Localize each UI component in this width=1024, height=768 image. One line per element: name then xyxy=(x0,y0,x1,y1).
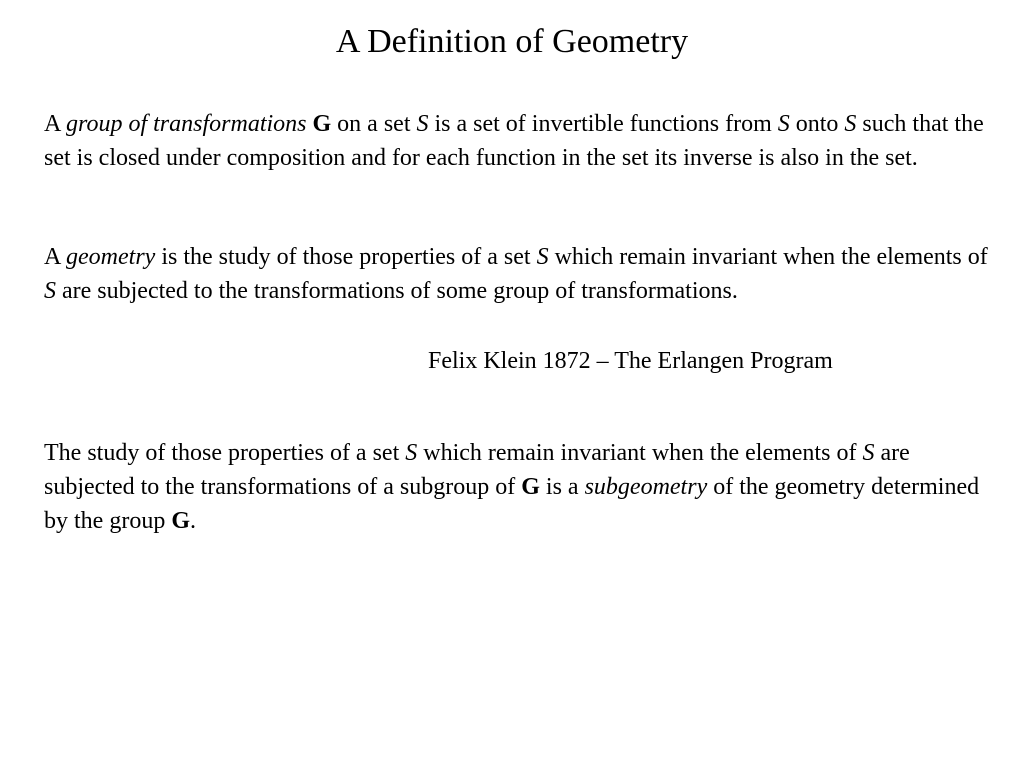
text-run: S xyxy=(44,278,56,304)
text-run: G xyxy=(171,508,190,534)
text-run: onto xyxy=(789,111,845,137)
text-run: are subjected to the transformations of a subgroup of xyxy=(44,440,910,500)
text-run: group of transformations xyxy=(66,111,307,137)
text-run: is a xyxy=(539,474,585,500)
slide-title: A Definition of Geometry xyxy=(335,23,689,60)
text-run: S xyxy=(777,111,790,137)
text-run: is a set of invertible functions from xyxy=(428,111,778,137)
text-run: is the study of those properties of a set xyxy=(155,244,537,270)
subgeometry-definition-paragraph xyxy=(44,436,994,538)
text-run: S xyxy=(844,111,857,137)
text-run: are subjected to the transformations of some group of transformations. xyxy=(56,278,738,304)
group-definition-paragraph xyxy=(44,107,994,175)
text-run: S xyxy=(405,440,418,466)
text-run: G xyxy=(312,111,332,137)
text-run: subgeometry xyxy=(584,474,708,500)
text-run: on a set xyxy=(331,111,417,137)
geometry-definition-paragraph xyxy=(44,240,994,308)
text-run: of the geometry determined by the group xyxy=(44,474,980,534)
text-run: S xyxy=(536,244,549,270)
attribution-text: Felix Klein 1872 – The Erlangen Program xyxy=(428,348,833,374)
text-run: G xyxy=(521,474,540,500)
text-run: which remain invariant when the elements of xyxy=(548,244,988,270)
text-run: such that the set is closed under composition and for each function in the set its inverse is also in the set. xyxy=(44,111,984,171)
text-run: A xyxy=(44,111,67,137)
text-run: S xyxy=(416,111,429,137)
text-run: S xyxy=(862,440,875,466)
text-run: The study of those properties of a set xyxy=(44,440,406,466)
text-run: which remain invariant when the elements of xyxy=(417,440,863,466)
text-run: A xyxy=(44,244,67,270)
text-run: . xyxy=(189,508,196,534)
text-run: geometry xyxy=(66,244,156,270)
